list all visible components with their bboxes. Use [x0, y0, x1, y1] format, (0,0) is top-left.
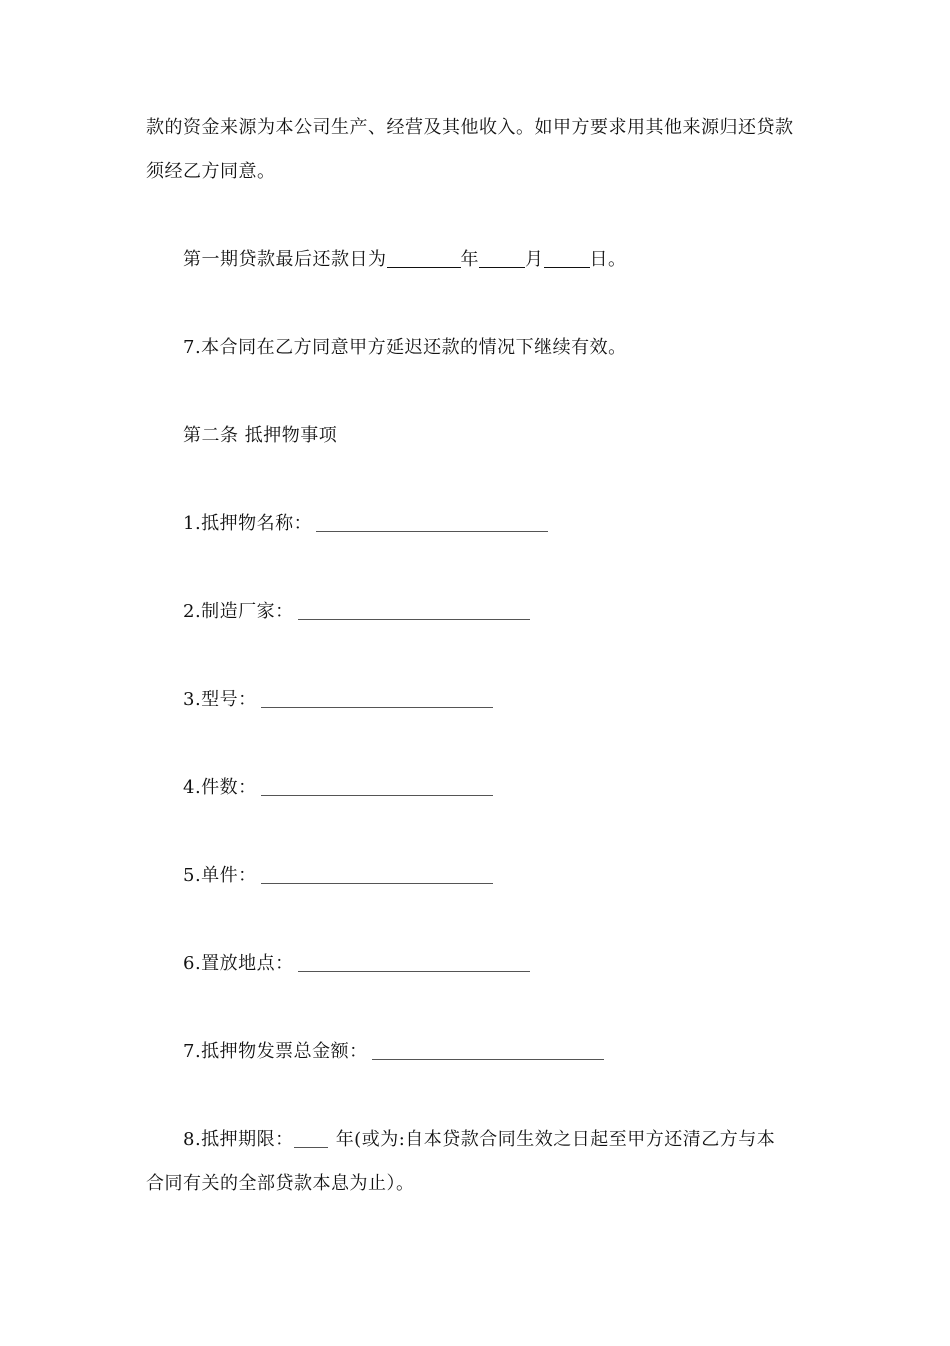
item-label: 7.抵押物发票总金额： [183, 1041, 368, 1062]
item-blank [261, 691, 493, 708]
term-blank [294, 1131, 328, 1148]
last-repayment-line [183, 249, 627, 271]
item-location [183, 953, 530, 975]
term-text-line-2: 合同有关的全部贷款本息为止）。 [146, 1173, 415, 1194]
month-label: 月 [525, 249, 544, 270]
item-blank [261, 779, 493, 796]
month-blank [479, 251, 525, 268]
item-label: 5.单件： [183, 865, 257, 886]
day-blank [544, 251, 590, 268]
item-unit [183, 865, 493, 887]
item-label: 6.置放地点： [183, 953, 294, 974]
term-text-line-1: 年(或为:自本贷款合同生效之日起至甲方还清乙方与本 [335, 1129, 776, 1150]
item-model [183, 689, 493, 711]
item-mortgage-term [183, 1129, 775, 1151]
intro-line-1: 款的资金来源为本公司生产、经营及其他收入。如甲方要求用其他来源归还贷款 [146, 117, 794, 138]
item-blank [298, 955, 530, 972]
item-label: 8.抵押期限： [183, 1129, 294, 1150]
item-label: 3.型号： [183, 689, 257, 710]
clause-7: 7.本合同在乙方同意甲方延迟还款的情况下继续有效。 [183, 337, 627, 358]
year-blank [387, 251, 461, 268]
intro-line-2: 须经乙方同意。 [146, 161, 276, 182]
article-2-title: 第二条 抵押物事项 [183, 425, 338, 446]
item-label: 1.抵押物名称： [183, 513, 313, 534]
item-manufacturer [183, 601, 530, 623]
item-label: 4.件数： [183, 777, 257, 798]
item-label: 2.制造厂家： [183, 601, 294, 622]
item-blank [298, 603, 530, 620]
last-repayment-prefix: 第一期贷款最后还款日为 [183, 249, 387, 270]
year-label: 年 [460, 249, 479, 270]
item-blank [316, 515, 548, 532]
item-blank [372, 1043, 604, 1060]
day-label: 日。 [589, 249, 627, 270]
item-collateral-name [183, 513, 548, 535]
item-invoice-total [183, 1041, 604, 1063]
item-quantity [183, 777, 493, 799]
item-blank [261, 867, 493, 884]
